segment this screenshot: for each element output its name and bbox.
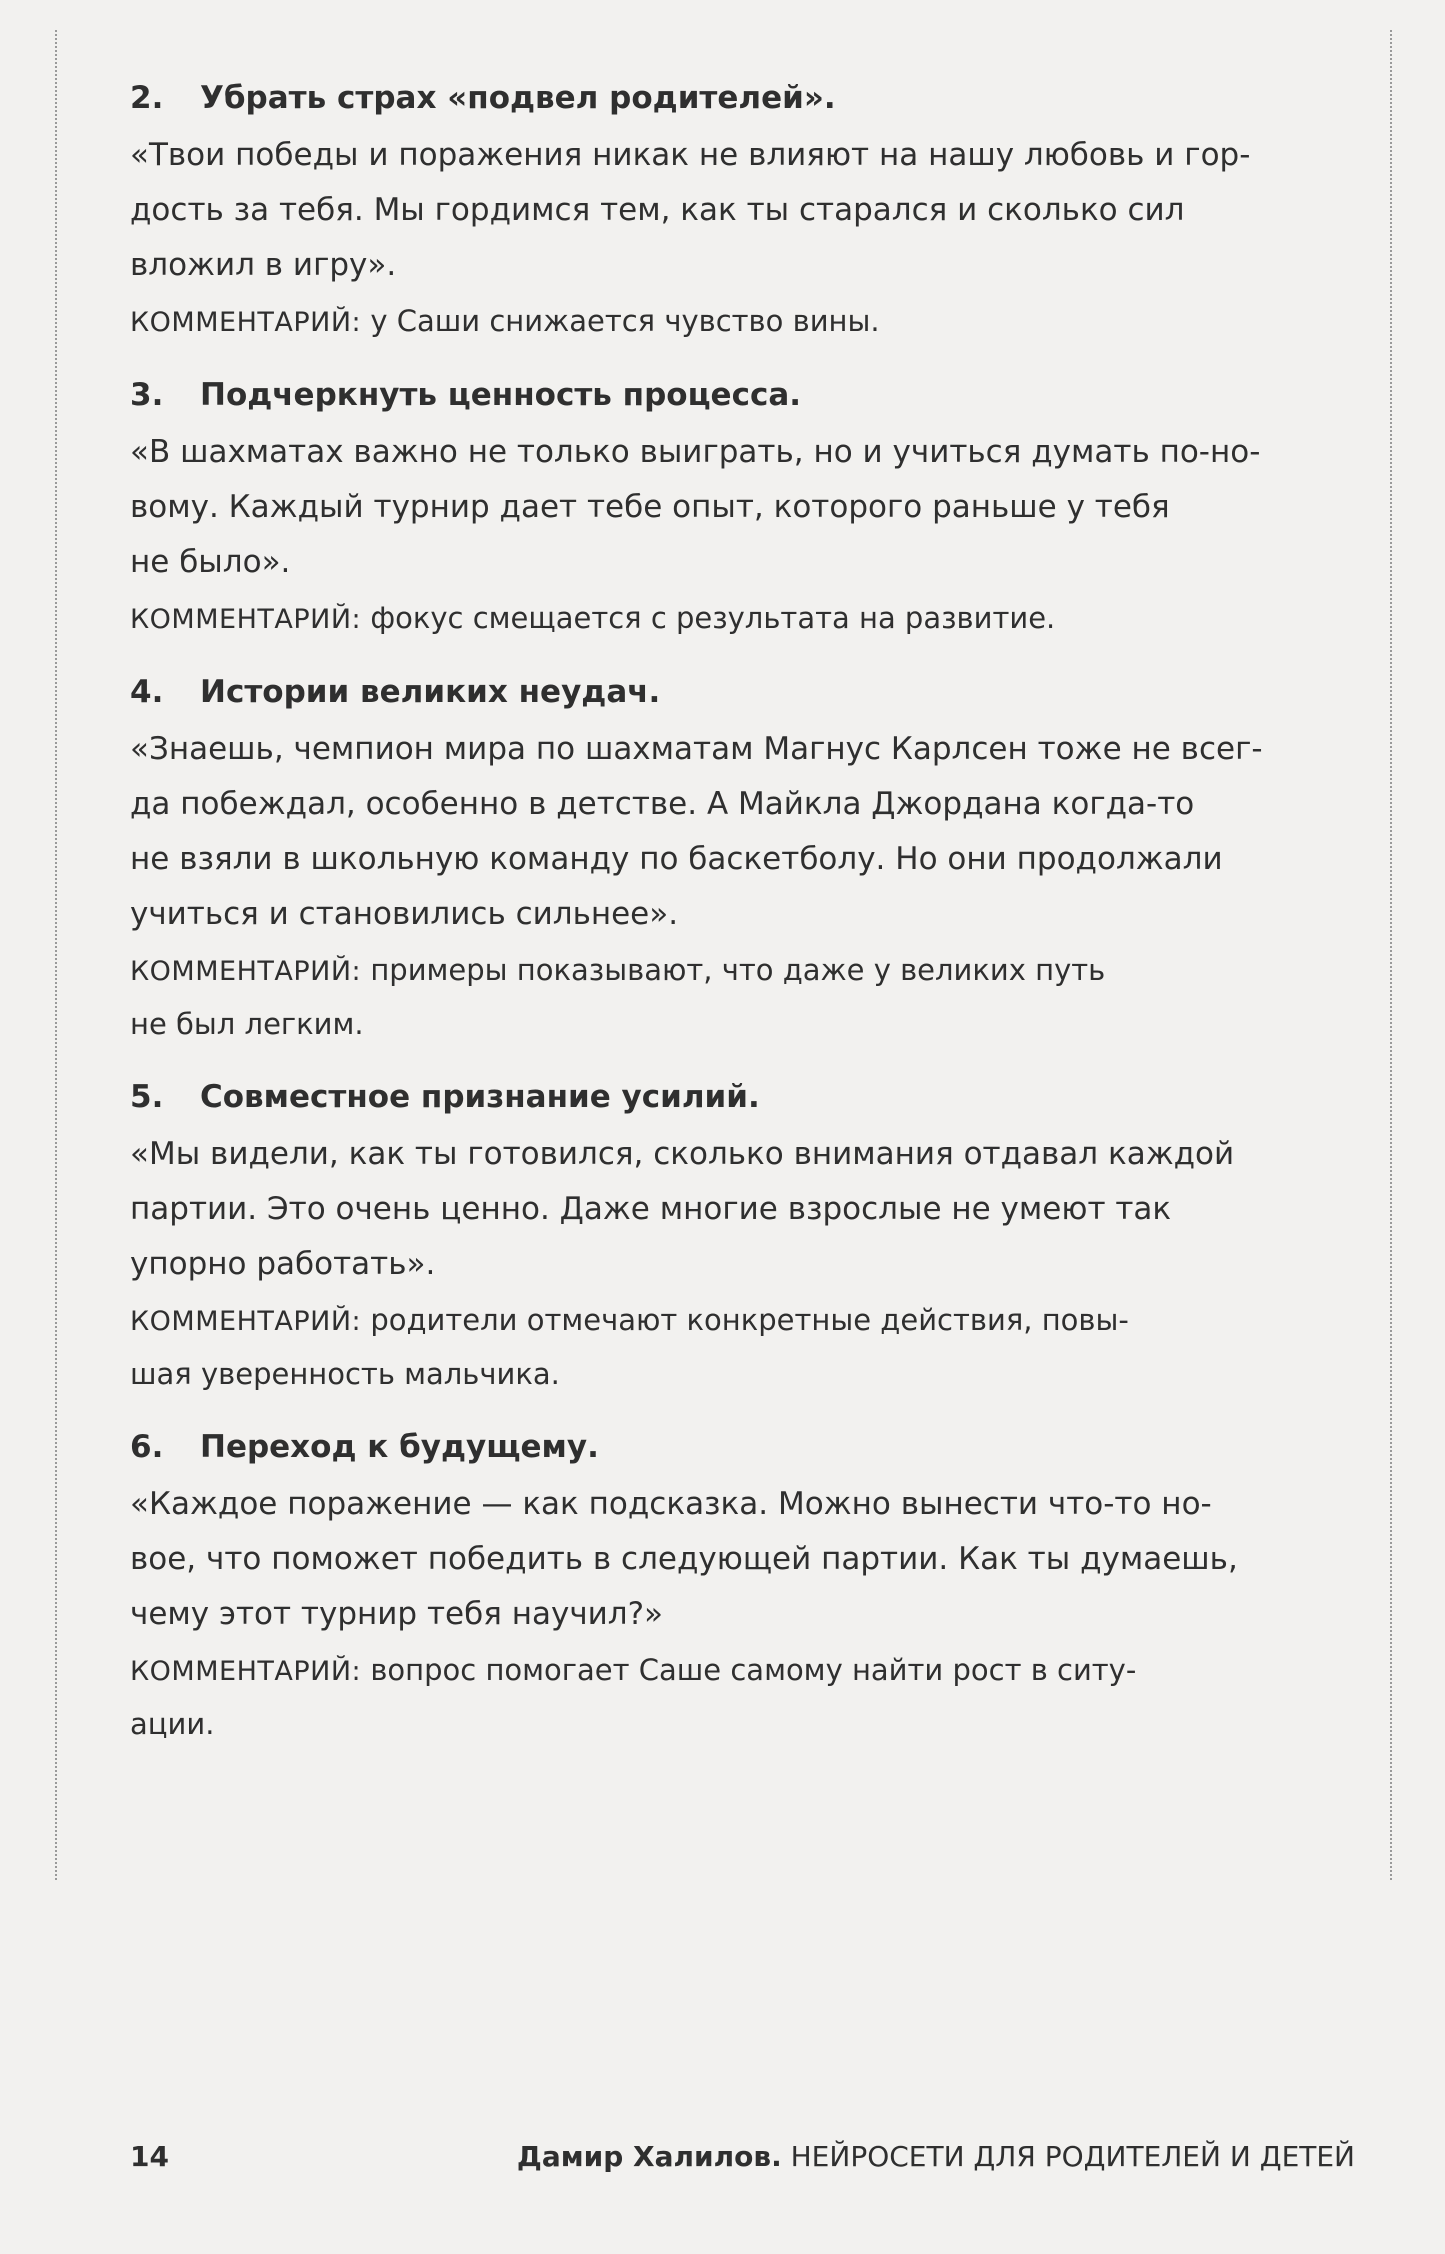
list-item [130,1077,1350,1401]
list-item [130,78,1350,349]
item-heading [130,375,1350,415]
quote-line: вому. Каждый турнир дает тебе опыт, которого раньше у тебя [130,489,1170,525]
quote-line: не было». [130,544,291,580]
item-quote [130,1127,1350,1292]
quote-line: партии. Это очень ценно. Даже многие взрослые не умеют так [130,1191,1172,1227]
item-quote [130,128,1350,293]
comment-line: у Саши снижается чувство вины. [370,304,880,338]
comment-label: КОММЕНТАРИЙ: [130,1656,362,1687]
item-quote [130,722,1350,942]
comment-line: не был легким. [130,1007,364,1041]
quote-line: «Мы видели, как ты готовился, сколько внимания отдавал каждой [130,1136,1235,1172]
item-comment [130,1294,1350,1401]
list-item [130,1427,1350,1751]
item-title: Совместное признание усилий. [200,1079,760,1115]
quote-line: дость за тебя. Мы гордимся тем, как ты старался и сколько сил [130,192,1185,228]
comment-line: фокус смещается с результата на развитие. [370,601,1056,635]
list-item [130,375,1350,646]
running-title [517,2140,1355,2173]
quote-line: «В шахматах важно не только выиграть, но и учиться думать по-но- [130,434,1261,470]
item-comment [130,592,1350,646]
item-title: Переход к будущему. [200,1429,599,1465]
item-heading [130,1077,1350,1117]
comment-label: КОММЕНТАРИЙ: [130,307,362,338]
page-number: 14 [130,2140,169,2173]
item-heading [130,672,1350,712]
item-number: 3. [130,377,164,413]
item-title: Подчеркнуть ценность процесса. [200,377,802,413]
quote-line: упорно работать». [130,1246,436,1282]
quote-line: «Каждое поражение — как подсказка. Можно вынести что-то но- [130,1486,1212,1522]
page-footer [130,2140,1355,2180]
quote-line: чему этот турнир тебя научил?» [130,1596,664,1632]
item-comment [130,295,1350,349]
quote-line: вложил в игру». [130,247,397,283]
author-name: Дамир Халилов. [516,2140,782,2173]
item-number: 2. [130,80,164,116]
list-item [130,672,1350,1051]
item-number: 6. [130,1429,164,1465]
book-title: НЕЙРОСЕТИ ДЛЯ РОДИТЕЛЕЙ И ДЕТЕЙ [790,2140,1355,2173]
item-title: Истории великих неудач. [200,674,661,710]
item-title: Убрать страх «подвел родителей». [200,80,836,116]
quote-line: «Знаешь, чемпион мира по шахматам Магнус Карлсен тоже не всег- [130,731,1263,767]
item-heading [130,1427,1350,1467]
item-quote [130,1477,1350,1642]
comment-line: родители отмечают конкретные действия, повы- [370,1303,1129,1337]
comment-label: КОММЕНТАРИЙ: [130,604,362,635]
item-number: 4. [130,674,164,710]
comment-line: ации. [130,1707,215,1741]
quote-line: вое, что поможет победить в следующей партии. Как ты думаешь, [130,1541,1238,1577]
comment-line: примеры показывают, что даже у великих путь [370,953,1106,987]
quote-line: да побеждал, особенно в детстве. А Майкла Джордана когда-то [130,786,1195,822]
item-heading [130,78,1350,118]
quote-line: учиться и становились сильнее». [130,896,679,932]
comment-line: шая уверенность мальчика. [130,1357,560,1391]
item-comment [130,944,1350,1051]
comment-label: КОММЕНТАРИЙ: [130,956,362,987]
quote-line: не взяли в школьную команду по баскетболу. Но они продолжали [130,841,1223,877]
page-content [130,78,1350,1777]
dotted-border-right [1390,30,1392,1880]
comment-line: вопрос помогает Саше самому найти рост в ситу- [370,1653,1137,1687]
comment-label: КОММЕНТАРИЙ: [130,1306,362,1337]
item-comment [130,1644,1350,1751]
item-quote [130,425,1350,590]
dotted-border-left [55,30,57,1880]
item-number: 5. [130,1079,164,1115]
quote-line: «Твои победы и поражения никак не влияют на нашу любовь и гор- [130,137,1251,173]
